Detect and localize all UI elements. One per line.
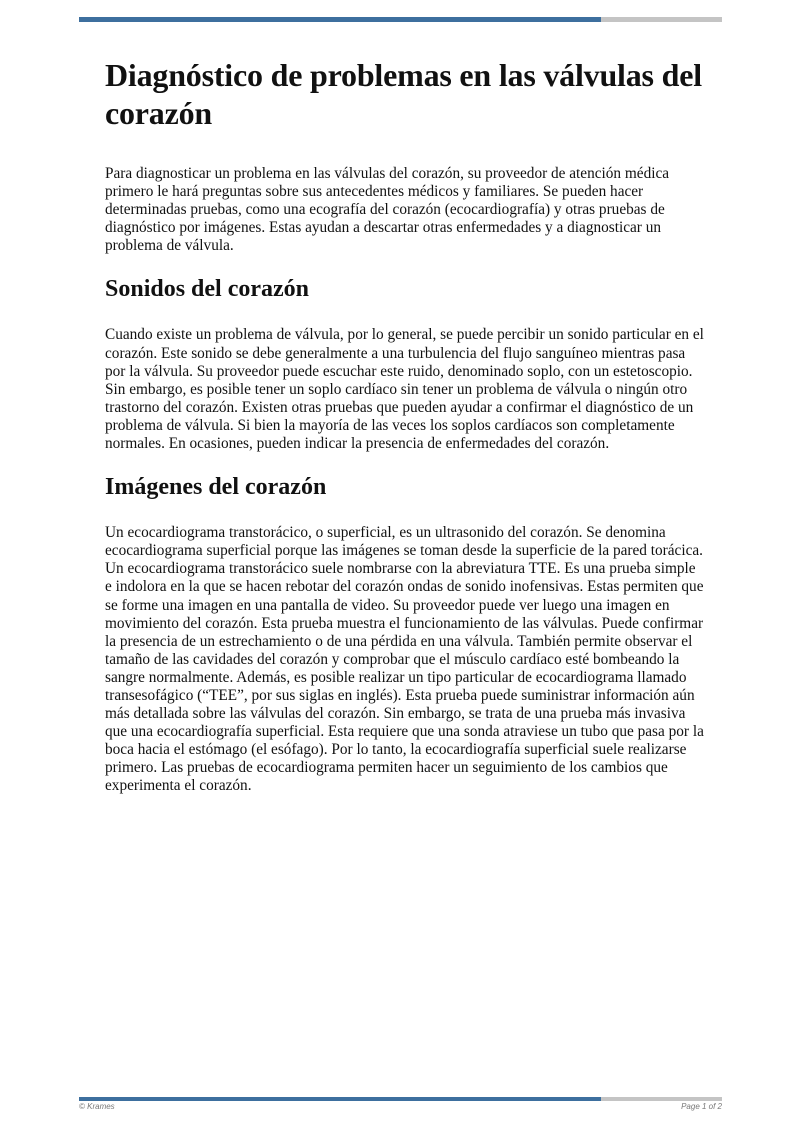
page-title: Diagnóstico de problemas en las válvulas del corazón	[105, 57, 702, 131]
header-rule	[79, 17, 722, 22]
section-heading-imagenes: Imágenes del corazón	[105, 474, 327, 501]
footer-rule-accent	[79, 1097, 601, 1101]
section-body-imagenes: Un ecocardiograma transtorácico, o superficial, es un ultrasonido del corazón. Se denomina ecocardiograma superficial porque las imágenes se toman desde la superficie de la pared torácica. Un ecocardiograma transtorácico suele nombrarse con la abreviatura TTE. Es una prueba simple e indolora en la que se hacen rebotar del corazón ondas de sonido inofensivas. Estas permiten que se forme una imagen en una pantalla de video. Su proveedor puede ver luego una imagen en movimiento del corazón. Esta prueba muestra el funcionamiento de las válvulas. Puede confirmar la presencia de un estrechamiento o de una pérdida en una válvula. También permite observar el tamaño de las cavidades del corazón y comprobar que el músculo cardíaco esté bombeando la sangre normalmente. Además, es posible realizar un tipo particular de ecocardiograma llamado transesofágico (“TEE”, por sus siglas en inglés). Esta prueba puede suministrar información aún más detallada sobre las válvulas del corazón. Sin embargo, se trata de una prueba más invasiva que una ecocardiografía superficial. Esta requiere que una sonda atraviese un tubo que pasa por la boca hacia el estómago (el esófago). Por lo tanto, la ecocardiografía superficial suele realizarse primero. Las pruebas de ecocardiograma permiten hacer un seguimiento de los cambios que experimenta el corazón.	[105, 524, 704, 795]
footer-rule	[79, 1097, 722, 1101]
footer-rule-secondary	[601, 1097, 722, 1101]
header-rule-secondary	[601, 17, 722, 22]
page-footer	[79, 1102, 722, 1111]
document-body	[105, 56, 705, 796]
section-heading-sonidos: Sonidos del corazón	[105, 276, 310, 303]
section-body-sonidos: Cuando existe un problema de válvula, por lo general, se puede percibir un sonido particular en el corazón. Este sonido se debe generalmente a una turbulencia del flujo sanguíneo mientras pasa por la válvula. Su proveedor puede escuchar este ruido, denominado soplo, con un estetoscopio. Sin embargo, es posible tener un soplo cardíaco sin tener un problema de válvula o ningún otro trastorno del corazón. Existen otras pruebas que pueden ayudar a confirmar el diagnóstico de un problema de válvula. Si bien la mayoría de las veces los soplos cardíacos son completamente normales. En ocasiones, pueden indicar la presencia de enfermedades del corazón.	[105, 326, 704, 453]
header-rule-accent	[79, 17, 601, 22]
footer-copyright: © Krames	[79, 1102, 115, 1111]
intro-paragraph: Para diagnosticar un problema en las válvulas del corazón, su proveedor de atención médica primero le hará preguntas sobre sus antecedentes médicos y familiares. Se pueden hacer determinadas pruebas, como una ecografía del corazón (ecocardiografía) y otras pruebas de diagnóstico por imágenes. Estas ayudan a descartar otras enfermedades y a diagnosticar un problema de válvula.	[105, 165, 670, 255]
footer-page-number: Page 1 of 2	[681, 1102, 722, 1111]
